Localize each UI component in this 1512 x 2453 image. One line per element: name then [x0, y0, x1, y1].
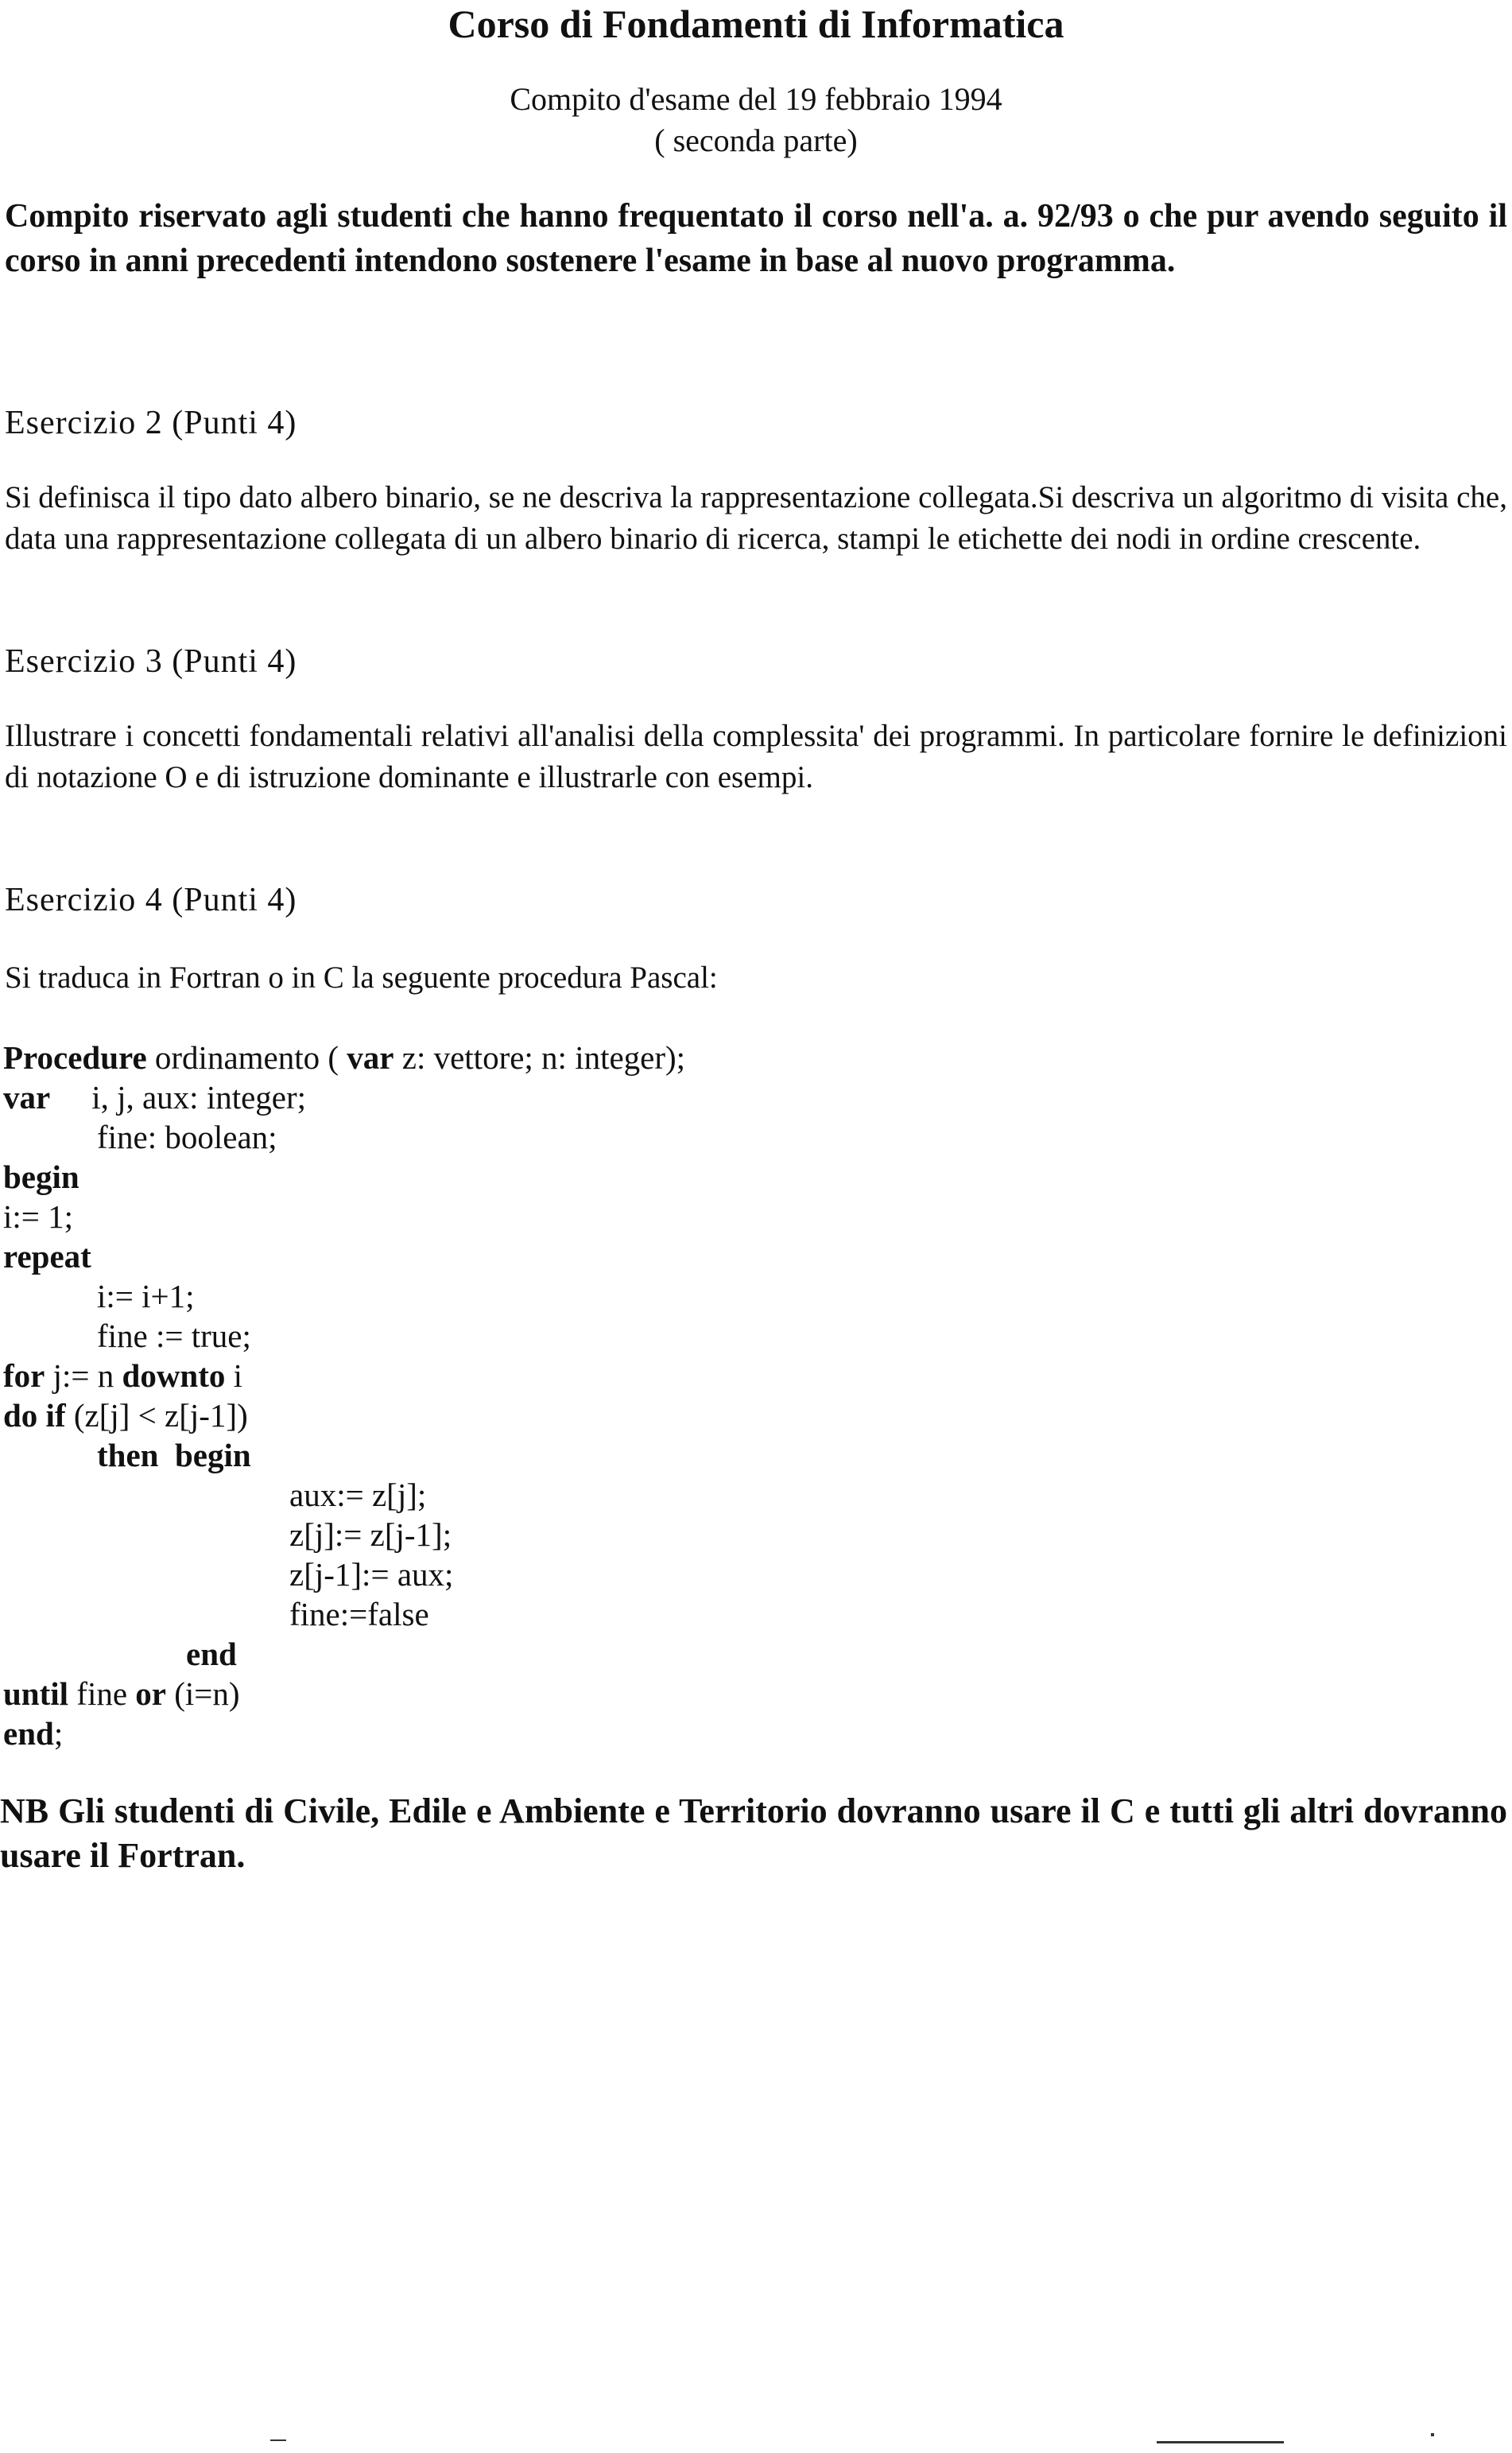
notice-paragraph: Compito riservato agli studenti che hanno frequentato il corso nell'a. a. 92/93 o che pur avendo seguito il corso in anni precedenti intendono sostenere l'esame in base al nuovo programma. — [5, 198, 1507, 279]
code-line — [3, 1236, 685, 1276]
code-text: z[j-1]:= aux; — [289, 1556, 454, 1593]
scan-artifact — [1431, 2433, 1434, 2436]
code-text: fine: boolean; — [97, 1119, 277, 1155]
exercise-4-heading: Esercizio 4 (Punti 4) — [5, 882, 297, 918]
code-keyword: repeat — [3, 1238, 91, 1275]
exam-part: ( seconda parte) — [654, 122, 858, 158]
code-line — [3, 1674, 685, 1714]
code-keyword: do if — [3, 1397, 66, 1434]
code-text: i — [225, 1357, 243, 1394]
code-line — [3, 1276, 685, 1316]
code-text: fine := true; — [97, 1318, 251, 1354]
code-text: (z[j] < z[j-1]) — [65, 1397, 248, 1434]
exercise-3-text: Illustrare i concetti fondamentali relativi all'analisi della complessita' dei programmi. In particolare fornire le definizioni di notazione O e di istruzione dominante e illustrarle con esempi. — [5, 719, 1507, 794]
code-keyword: for — [3, 1357, 45, 1394]
exercise-2-heading: Esercizio 2 (Punti 4) — [5, 405, 297, 441]
code-line — [3, 1594, 685, 1634]
code-line — [3, 1515, 685, 1554]
code-line — [3, 1197, 685, 1236]
code-text: z: vettore; n: integer); — [394, 1039, 686, 1076]
code-text: i:= 1; — [3, 1198, 74, 1235]
exercise-4-text: Si traduca in Fortran o in C la seguente procedura Pascal: — [5, 961, 718, 995]
code-line — [3, 1435, 685, 1475]
code-line — [3, 1157, 685, 1197]
code-line — [3, 1634, 685, 1674]
scan-artifact — [270, 2439, 286, 2441]
code-keyword: then begin — [97, 1437, 251, 1473]
exam-date: Compito d'esame del 19 febbraio 1994 — [510, 81, 1002, 117]
code-keyword: until — [3, 1675, 69, 1712]
code-line — [3, 1714, 685, 1753]
code-keyword: end — [186, 1636, 237, 1672]
code-line — [3, 1316, 685, 1356]
code-keyword: downto — [122, 1357, 226, 1394]
code-keyword: var — [347, 1039, 394, 1076]
exercise-3-heading: Esercizio 3 (Punti 4) — [5, 643, 297, 680]
code-line — [3, 1475, 685, 1515]
code-text: fine:=false — [289, 1596, 429, 1632]
scan-artifact — [1157, 2441, 1284, 2443]
course-title: Corso di Fondamenti di Informatica — [448, 2, 1064, 46]
code-keyword: or — [135, 1675, 166, 1712]
code-text: aux:= z[j]; — [289, 1477, 427, 1513]
code-text: i, j, aux: integer; — [91, 1079, 307, 1116]
code-text: i:= i+1; — [97, 1278, 195, 1314]
code-text: j:= n — [45, 1357, 122, 1394]
code-text: ordinamento ( — [146, 1039, 347, 1076]
code-line — [3, 1077, 685, 1117]
code-line — [3, 1356, 685, 1395]
code-text: fine — [68, 1675, 136, 1712]
code-line — [3, 1117, 685, 1157]
code-keyword: end — [3, 1715, 54, 1752]
exercise-2-text: Si definisca il tipo dato albero binario, se ne descriva la rappresentazione collegata.Si descriva un algoritmo di visita che, data una rappresentazione collegata di un albero binario di ricerca, stampi le etichette dei nodi in ordine crescente. — [5, 480, 1507, 556]
pascal-procedure-code — [3, 1038, 685, 1753]
code-text: z[j]:= z[j-1]; — [289, 1516, 452, 1553]
code-text: ; — [53, 1715, 64, 1752]
code-line — [3, 1395, 685, 1435]
code-keyword: Procedure — [3, 1039, 147, 1076]
code-keyword: var — [3, 1079, 51, 1116]
code-text: (i=n) — [166, 1675, 240, 1712]
nb-note: NB Gli studenti di Civile, Edile e Ambiente e Territorio dovranno usare il C e tutti gli altri dovranno usare il Fortran. — [0, 1791, 1507, 1875]
code-keyword: begin — [3, 1159, 79, 1195]
code-line — [3, 1554, 685, 1594]
code-line — [3, 1038, 685, 1077]
